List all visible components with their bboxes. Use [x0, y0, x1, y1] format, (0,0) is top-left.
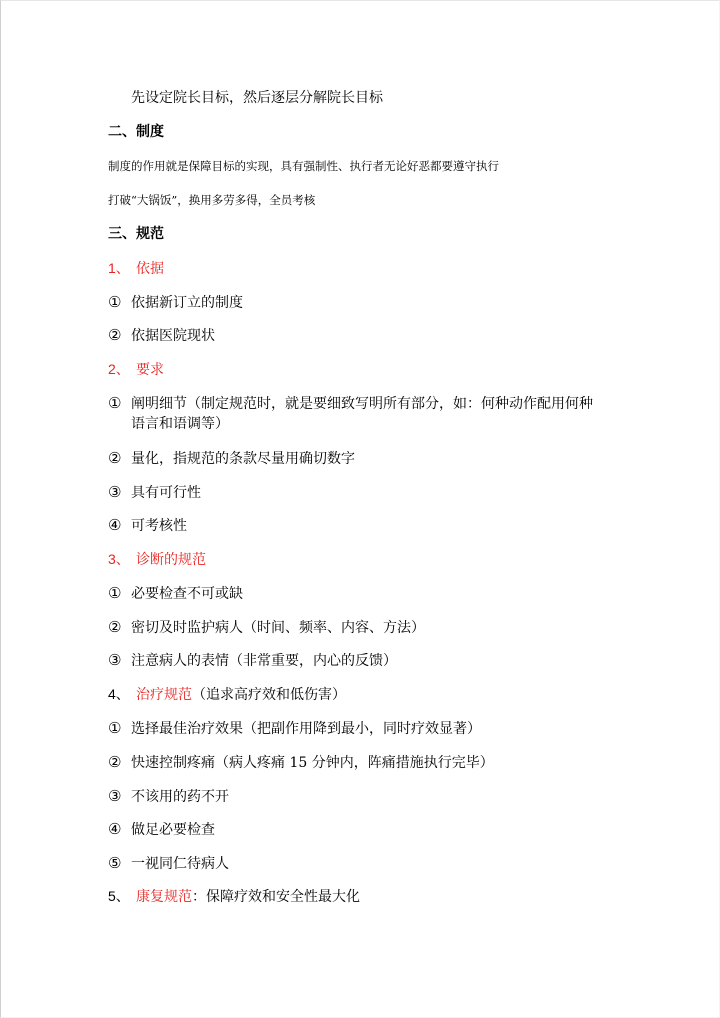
item-marker: ②: [108, 326, 122, 344]
item-marker: ④: [108, 516, 122, 534]
item-text: 不该用的药不开: [131, 789, 229, 805]
item-text: 必要检查不可或缺: [131, 586, 243, 602]
item-marker: ③: [108, 483, 122, 501]
list-item: [108, 718, 481, 739]
list-item: [108, 617, 425, 638]
item-text: 阐明细节（制定规范时，就是要细致写明所有部分，如：何种动作配用何种: [131, 396, 593, 412]
item-marker: ①: [108, 584, 122, 602]
rehab-heading: [108, 886, 360, 907]
list-item: [108, 853, 229, 874]
item-text: 选择最佳治疗效果（把副作用降到最小，同时疗效显著）: [131, 721, 481, 737]
list-item: [108, 819, 215, 840]
diagnosis-title: 诊断的规范: [136, 552, 206, 568]
item-text: 具有可行性: [131, 485, 201, 501]
item-marker: ①: [108, 293, 122, 311]
rehab-number: 5、: [108, 888, 130, 904]
section2-line-2: 打破“大锅饭”，换用多劳多得，全员考核: [108, 193, 316, 207]
list-item: [108, 482, 201, 503]
basis-number: 1、: [108, 260, 130, 276]
item-continuation: 语言和语调等）: [131, 416, 229, 432]
list-item: [108, 752, 494, 773]
list-item: [108, 786, 229, 807]
item-text: 依据医院现状: [131, 328, 215, 344]
requirements-title: 要求: [136, 362, 164, 378]
item-text: 注意病人的表情（非常重要，内心的反馈）: [131, 653, 397, 669]
item-text: 可考核性: [131, 518, 187, 534]
item-marker: ②: [108, 753, 122, 771]
item-text: 快速控制疼痛（病人疼痛 15 分钟内，阵痛措施执行完毕）: [131, 755, 494, 771]
item-marker: ②: [108, 618, 122, 636]
item-text: 一视同仁待病人: [131, 856, 229, 872]
intro-text: 先设定院长目标，然后逐层分解院长目标: [131, 90, 383, 106]
treatment-title: 治疗规范: [136, 687, 192, 703]
list-item: [108, 650, 397, 671]
list-item: [108, 515, 187, 536]
section2-line-1: 制度的作用就是保障目标的实现，具有强制性、执行者无论好恶都要遵守执行: [108, 159, 499, 173]
basis-title: 依据: [136, 261, 164, 277]
list-item: [108, 583, 243, 604]
list-item: [108, 448, 355, 469]
requirements-number: 2、: [108, 361, 130, 377]
section3-heading: 三、规范: [108, 226, 164, 242]
diagnosis-number: 3、: [108, 551, 130, 567]
list-item: [108, 393, 593, 414]
requirements-heading: [108, 359, 164, 380]
rehab-title: 康复规范: [136, 889, 192, 905]
item-text: 做足必要检查: [131, 822, 215, 838]
item-marker: ②: [108, 449, 122, 467]
item-marker: ③: [108, 787, 122, 805]
list-item: [108, 292, 243, 313]
item-marker: ①: [108, 719, 122, 737]
item-marker: ①: [108, 394, 122, 412]
treatment-heading: [108, 684, 346, 705]
diagnosis-heading: [108, 549, 206, 570]
treatment-note: （追求高疗效和低伤害）: [192, 687, 346, 703]
item-marker: ③: [108, 651, 122, 669]
item-text: 量化，指规范的条款尽量用确切数字: [131, 451, 355, 467]
item-marker: ④: [108, 820, 122, 838]
section2-heading: 二、制度: [108, 124, 164, 140]
treatment-number: 4、: [108, 686, 130, 702]
rehab-note: ：保障疗效和安全性最大化: [192, 889, 360, 905]
item-text: 依据新订立的制度: [131, 295, 243, 311]
item-marker: ⑤: [108, 854, 122, 872]
basis-heading: [108, 258, 164, 279]
list-item: [108, 325, 215, 346]
item-text: 密切及时监护病人（时间、频率、内容、方法）: [131, 620, 425, 636]
